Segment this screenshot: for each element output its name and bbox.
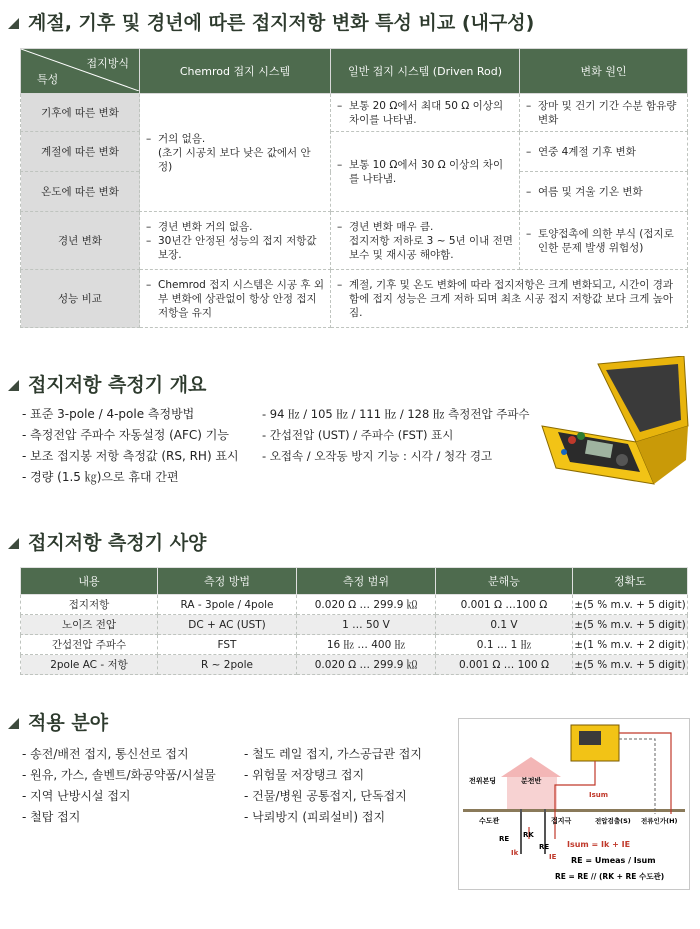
table-cell: FST — [158, 635, 297, 655]
table-cell: 0.020 Ω … 299.9 ㏀ — [297, 595, 436, 615]
table-cell: – 보통 20 Ω에서 최대 50 Ω 이상의 차이를 나타냄. — [331, 94, 520, 132]
table-cell: 간섭전압 주파수 — [21, 635, 158, 655]
list-item: - 경량 (1.5 ㎏)으로 휴대 간편 — [22, 470, 179, 484]
table-row — [21, 615, 688, 635]
triangle-bullet-icon — [8, 18, 19, 29]
table-cell: – 경년 변화 매우 큼. 접지저항 저하로 3 ~ 5년 이내 전면 보수 및 재시공 해야함. — [331, 212, 520, 270]
distribution-label: 분전반 — [521, 777, 542, 785]
table-cell: RA - 3pole / 4pole — [158, 595, 297, 615]
table-cell: ±(5 % m.v. + 5 digit) — [573, 655, 688, 675]
comparison-table — [20, 48, 688, 328]
triangle-bullet-icon — [8, 380, 19, 391]
column-header: Chemrod 접지 시스템 — [140, 49, 331, 94]
table-cell: – 토양접촉에 의한 부식 (접지로 인한 문제 발생 위험성) — [520, 212, 688, 270]
list-item: - 건물/병원 공통접지, 단독접지 — [244, 789, 407, 803]
list-item: - 측정전압 주파수 자동설정 (AFC) 기능 — [22, 428, 229, 442]
column-header: 변화 원인 — [520, 49, 688, 94]
spec-table — [20, 567, 688, 675]
pipe-label: 수도관 — [479, 817, 500, 825]
list-item: - 위험물 저장탱크 접지 — [244, 768, 365, 782]
table-cell: ±(5 % m.v. + 5 digit) — [573, 595, 688, 615]
table-cell: DC + AC (UST) — [158, 615, 297, 635]
table-cell: – 연중 4계절 기후 변화 — [520, 132, 688, 172]
table-cell: – 여름 및 겨울 기온 변화 — [520, 172, 688, 212]
table-cell: ±(1 % m.v. + 2 digit) — [573, 635, 688, 655]
section-title-applications: 적용 분야 — [8, 708, 108, 735]
row-header: 온도에 따른 변화 — [21, 172, 140, 212]
list-item: - 송전/배전 접지, 통신선로 접지 — [22, 747, 189, 761]
triangle-bullet-icon — [8, 718, 19, 729]
list-item: - 보조 접지봉 저항 측정값 (RS, RH) 표시 — [22, 449, 239, 463]
table-cell: 0.1 … 1 ㎐ — [436, 635, 573, 655]
list-item: - 원유, 가스, 솔벤트/화공약품/시설물 — [22, 768, 216, 782]
table-cell: ±(5 % m.v. + 5 digit) — [573, 615, 688, 635]
list-item: - 94 ㎐ / 105 ㎐ / 111 ㎐ / 128 ㎐ 측정전압 주파수 — [262, 407, 530, 421]
section-title-comparison: 계절, 기후 및 경년에 따른 접지저항 변화 특성 비교 (내구성) — [8, 8, 534, 35]
table-corner-header: 접지방식 특성 — [21, 49, 140, 94]
isum-label: Isum — [589, 791, 609, 799]
table-cell: 1 … 50 V — [297, 615, 436, 635]
table-cell: R ~ 2pole — [158, 655, 297, 675]
table-cell: – 거의 없음. (초기 시공치 보다 낮은 값에서 안정) — [140, 94, 331, 212]
ik-label: Ik — [511, 849, 519, 857]
electrode-label: 접지극 — [551, 817, 572, 825]
table-cell: 0.1 V — [436, 615, 573, 635]
table-header-row — [21, 49, 688, 94]
table-cell: 접지저항 — [21, 595, 158, 615]
voltage-probe-label: 전압검출(S) — [595, 817, 631, 825]
formula-re-parallel: RE = RE // (RK + RE 수도관) — [555, 872, 665, 881]
row-header: 기후에 따른 변화 — [21, 94, 140, 132]
section-title-spec: 접지저항 측정기 사양 — [8, 528, 206, 555]
re-label-electrode: RE — [539, 843, 550, 851]
table-cell: – 경년 변화 거의 없음. – 30년간 안정된 성능의 접지 저항값 보장. — [140, 212, 331, 270]
table-cell: 0.020 Ω … 299.9 ㏀ — [297, 655, 436, 675]
house-roof-icon — [501, 757, 561, 777]
column-header: 정확도 — [573, 568, 688, 595]
list-item: - 낙뢰방지 (피뢰설비) 접지 — [244, 810, 386, 824]
table-row — [21, 595, 688, 615]
list-item: - 철도 레일 접지, 가스공급관 접지 — [244, 747, 422, 761]
overview-list-right — [262, 404, 530, 467]
list-item: - 표준 3-pole / 4-pole 측정방법 — [22, 407, 195, 421]
earth-tester-device-image — [536, 356, 690, 496]
table-cell: – 장마 및 건기 기간 수분 함유량 변화 — [520, 94, 688, 132]
row-header: 성능 비교 — [21, 270, 140, 328]
applications-list-right — [244, 744, 422, 828]
table-header-row — [21, 568, 688, 595]
column-header: 일반 접지 시스템 (Driven Rod) — [331, 49, 520, 94]
table-row — [21, 655, 688, 675]
section-title-overview: 접지저항 측정기 개요 — [8, 370, 206, 397]
column-header: 측정 방법 — [158, 568, 297, 595]
ie-label: IE — [549, 853, 557, 861]
table-row — [21, 132, 688, 172]
column-header: 분해능 — [436, 568, 573, 595]
grounding-measurement-diagram — [458, 718, 690, 890]
rk-label: RK — [523, 831, 534, 839]
table-cell: 2pole AC - 저항 — [21, 655, 158, 675]
table-row — [21, 94, 688, 132]
bonding-label: 전위본딩 — [469, 777, 497, 785]
list-item: - 철탑 접지 — [22, 810, 81, 824]
table-cell: 노이즈 전압 — [21, 615, 158, 635]
table-row — [21, 635, 688, 655]
formula-isum: Isum = Ik + IE — [567, 840, 631, 849]
column-header: 측정 범위 — [297, 568, 436, 595]
triangle-bullet-icon — [8, 538, 19, 549]
row-header: 계절에 따른 변화 — [21, 132, 140, 172]
table-cell: 0.001 Ω …100 Ω — [436, 595, 573, 615]
applications-list-left — [22, 744, 216, 828]
column-header: 내용 — [21, 568, 158, 595]
row-header: 경년 변화 — [21, 212, 140, 270]
table-row — [21, 270, 688, 328]
current-probe-label: 전류인가(H) — [641, 817, 678, 825]
table-cell: – 계절, 기후 및 온도 변화에 따라 접지저항은 크게 변화되고, 시간이 경과함에 접지 성능은 크게 저하 되며 최초 시공 접지 저항값 보다 크게 높아짐. — [331, 270, 688, 328]
overview-list-left — [22, 404, 239, 488]
table-cell: – 보통 10 Ω에서 30 Ω 이상의 차이를 나타냄. — [331, 132, 520, 212]
formula-re: RE = Umeas / Isum — [571, 856, 656, 865]
list-item: - 간섭전압 (UST) / 주파수 (FST) 표시 — [262, 428, 454, 442]
table-cell: 16 ㎐ … 400 ㎐ — [297, 635, 436, 655]
list-item: - 지역 난방시설 접지 — [22, 789, 131, 803]
ground-line — [463, 809, 685, 812]
list-item: - 오접속 / 오작동 방지 기능 : 시각 / 청각 경고 — [262, 449, 493, 463]
table-cell: 0.001 Ω … 100 Ω — [436, 655, 573, 675]
table-cell: – Chemrod 접지 시스템은 시공 후 외부 변화에 상관없이 항상 안정 접지저항을 유지 — [140, 270, 331, 328]
re-label-pipe: RE — [499, 835, 510, 843]
table-row — [21, 212, 688, 270]
